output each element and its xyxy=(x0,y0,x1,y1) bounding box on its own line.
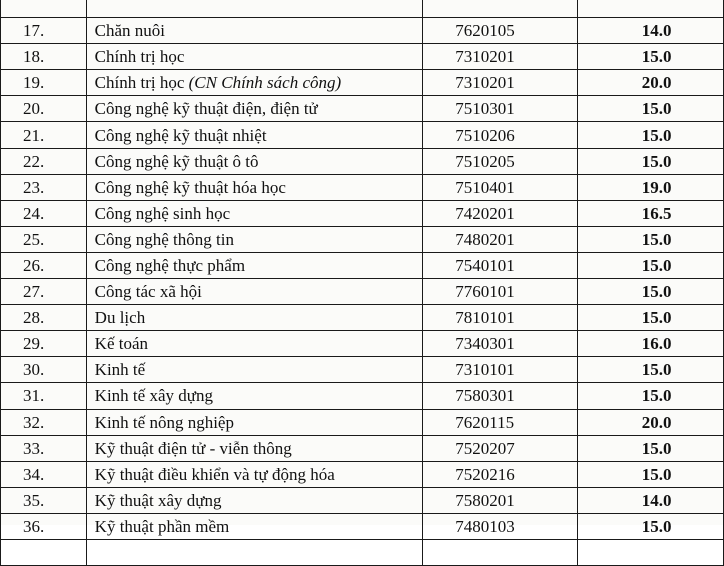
major-code-cell: 7310201 xyxy=(423,44,578,70)
row-number-cell: 33. xyxy=(1,435,87,461)
partial-cell xyxy=(423,539,578,565)
major-name-text: Kỹ thuật điều khiển và tự động hóa xyxy=(94,464,335,484)
major-name-cell xyxy=(86,331,423,357)
major-code-cell: 7510205 xyxy=(423,148,578,174)
row-number-cell: 28. xyxy=(1,305,87,331)
major-name-cell xyxy=(86,200,423,226)
admission-score-cell: 15.0 xyxy=(578,461,724,487)
row-number-cell: 31. xyxy=(1,383,87,409)
major-code-cell: 7620105 xyxy=(423,18,578,44)
major-name-text: Kế toán xyxy=(94,334,149,354)
major-name-cell xyxy=(86,305,423,331)
admission-score-cell: 15.0 xyxy=(578,305,724,331)
table-row xyxy=(1,487,724,513)
partial-cell xyxy=(86,539,423,565)
row-number-cell: 30. xyxy=(1,357,87,383)
major-name-text: Công tác xã hội xyxy=(94,282,202,302)
table-row xyxy=(1,383,724,409)
major-name-text: Chăn nuôi xyxy=(94,21,166,41)
table-row xyxy=(1,513,724,539)
table-row xyxy=(1,122,724,148)
major-name-text: Công nghệ thực phẩm xyxy=(94,255,246,275)
admission-score-cell: 15.0 xyxy=(578,383,724,409)
table-row xyxy=(1,44,724,70)
major-name-cell xyxy=(86,96,423,122)
table-row xyxy=(1,252,724,278)
row-number-cell: 18. xyxy=(1,44,87,70)
major-name-cell xyxy=(86,44,423,70)
table-row xyxy=(1,148,724,174)
major-name-cell xyxy=(86,279,423,305)
row-number-cell: 32. xyxy=(1,409,87,435)
major-name-text: Du lịch xyxy=(94,308,146,328)
admission-score-cell: 15.0 xyxy=(578,226,724,252)
major-code-cell: 7480103 xyxy=(423,513,578,539)
admission-score-cell: 15.0 xyxy=(578,252,724,278)
table-row xyxy=(1,331,724,357)
major-name-cell xyxy=(86,18,423,44)
major-name-text: Công nghệ sinh học xyxy=(94,203,231,223)
admission-score-cell: 15.0 xyxy=(578,435,724,461)
admission-score-cell: 15.0 xyxy=(578,122,724,148)
row-number-cell: 29. xyxy=(1,331,87,357)
table-row xyxy=(1,226,724,252)
major-code-cell: 7510401 xyxy=(423,174,578,200)
major-name-cell xyxy=(86,252,423,278)
major-code-cell: 7520207 xyxy=(423,435,578,461)
major-name-text: Công nghệ thông tin xyxy=(94,229,234,249)
major-name-text: Kinh tế nông nghiệp xyxy=(94,412,234,432)
major-code-cell: 7480201 xyxy=(423,226,578,252)
major-code-cell: 7310101 xyxy=(423,357,578,383)
table-row xyxy=(1,96,724,122)
admission-score-cell: 19.0 xyxy=(578,174,724,200)
table-row xyxy=(1,200,724,226)
major-name-text: Công nghệ kỹ thuật hóa học xyxy=(94,177,286,197)
admission-score-cell: 20.0 xyxy=(578,70,724,96)
table-row xyxy=(1,435,724,461)
major-code-cell: 7620115 xyxy=(423,409,578,435)
major-name-text: Công nghệ kỹ thuật ô tô xyxy=(94,151,259,171)
major-code-cell: 7540101 xyxy=(423,252,578,278)
row-number-cell: 25. xyxy=(1,226,87,252)
admission-score-cell: 15.0 xyxy=(578,96,724,122)
table-row xyxy=(1,70,724,96)
admission-score-cell: 15.0 xyxy=(578,148,724,174)
row-number-cell: 26. xyxy=(1,252,87,278)
major-name-text: Chính trị học xyxy=(94,73,189,93)
major-code-cell: 7520216 xyxy=(423,461,578,487)
header-cell-name xyxy=(86,0,423,18)
admission-score-cell: 16.5 xyxy=(578,200,724,226)
major-code-cell: 7420201 xyxy=(423,200,578,226)
admission-score-cell: 20.0 xyxy=(578,409,724,435)
major-name-cell xyxy=(86,409,423,435)
table-row xyxy=(1,18,724,44)
header-cell-no xyxy=(1,0,87,18)
major-name-cell xyxy=(86,487,423,513)
major-name-cell xyxy=(86,383,423,409)
row-number-cell: 27. xyxy=(1,279,87,305)
admission-score-cell: 15.0 xyxy=(578,357,724,383)
major-name-cell xyxy=(86,148,423,174)
major-name-text: Công nghệ kỹ thuật điện, điện tử xyxy=(94,99,318,119)
major-specialization-text: (CN Chính sách công) xyxy=(188,73,342,93)
major-name-text: Kinh tế xyxy=(94,360,146,380)
row-number-cell: 19. xyxy=(1,70,87,96)
table-row-partial xyxy=(1,539,724,565)
major-name-text: Kỹ thuật điện tử - viễn thông xyxy=(94,438,292,458)
major-code-cell: 7510206 xyxy=(423,122,578,148)
major-code-cell: 7310201 xyxy=(423,70,578,96)
table-row xyxy=(1,357,724,383)
admission-score-cell: 14.0 xyxy=(578,18,724,44)
header-cell-code xyxy=(423,0,578,18)
major-name-cell xyxy=(86,461,423,487)
major-code-cell: 7580301 xyxy=(423,383,578,409)
major-code-cell: 7510301 xyxy=(423,96,578,122)
row-number-cell: 24. xyxy=(1,200,87,226)
major-name-cell xyxy=(86,435,423,461)
admission-score-cell: 15.0 xyxy=(578,279,724,305)
row-number-cell: 36. xyxy=(1,513,87,539)
row-number-cell: 17. xyxy=(1,18,87,44)
header-cell-score xyxy=(578,0,724,18)
admission-score-cell: 14.0 xyxy=(578,487,724,513)
admission-score-cell: 15.0 xyxy=(578,513,724,539)
major-code-cell: 7340301 xyxy=(423,331,578,357)
admission-score-cell: 15.0 xyxy=(578,44,724,70)
major-code-cell: 7580201 xyxy=(423,487,578,513)
row-number-cell: 23. xyxy=(1,174,87,200)
major-name-text: Kỹ thuật xây dựng xyxy=(94,490,222,510)
major-name-text: Kinh tế xây dựng xyxy=(94,386,213,406)
major-name-cell xyxy=(86,357,423,383)
table-row xyxy=(1,305,724,331)
table-header-row xyxy=(1,0,724,18)
major-name-cell xyxy=(86,122,423,148)
row-number-cell: 35. xyxy=(1,487,87,513)
major-name-cell xyxy=(86,226,423,252)
major-name-text: Chính trị học xyxy=(94,47,185,67)
major-name-cell xyxy=(86,70,423,96)
table-row xyxy=(1,461,724,487)
partial-cell xyxy=(1,539,87,565)
row-number-cell: 22. xyxy=(1,148,87,174)
admission-score-cell: 16.0 xyxy=(578,331,724,357)
major-name-cell xyxy=(86,513,423,539)
major-name-text: Công nghệ kỹ thuật nhiệt xyxy=(94,125,267,145)
major-name-text: Kỹ thuật phần mềm xyxy=(94,516,230,536)
major-code-cell: 7810101 xyxy=(423,305,578,331)
major-name-cell xyxy=(86,174,423,200)
table-row xyxy=(1,279,724,305)
table-body xyxy=(1,0,724,566)
table-row xyxy=(1,174,724,200)
partial-cell xyxy=(578,539,724,565)
row-number-cell: 20. xyxy=(1,96,87,122)
row-number-cell: 34. xyxy=(1,461,87,487)
major-code-cell: 7760101 xyxy=(423,279,578,305)
row-number-cell: 21. xyxy=(1,122,87,148)
table-row xyxy=(1,409,724,435)
